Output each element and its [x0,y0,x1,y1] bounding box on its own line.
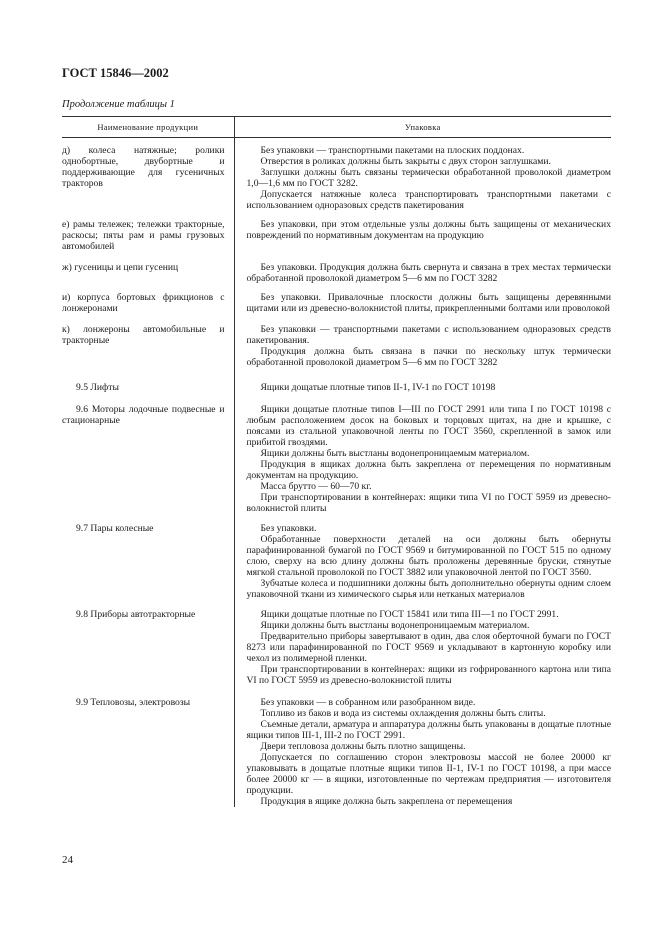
packing-paragraph: Съемные детали, арматура и аппаратура должны быть упакованы в дощатые плотные ящики типов III-1, III-2 по ГОСТ 2991. [246,719,611,741]
packing-text [247,404,612,514]
packing-paragraph: Зубчатые колеса и подшипники должны быть дополнительно обернуты одним слоем упаковочной ткани из химического сырья или нетканых материалов [246,578,611,600]
packing-text [247,523,612,600]
packing-paragraph: Ящики дощатые плотные типов II-1, IV-1 по ГОСТ 10198 [260,382,496,393]
packing-paragraph: Допускается по соглашению сторон электровозы массой не более 20000 кг упаковывать в дощатые плотные ящики типов II-1, IV-1 по ГОСТ 10198, а при массе более 20000 кг — в ящики, изготовленные по чертежам предприятия — изготовителя продукции. [246,752,611,796]
table-header-row [62,117,611,138]
packing-text [247,219,612,241]
packing-paragraph: Без упаковки. [260,523,317,534]
packing-paragraph: Без упаковки — транспортными пакетами на плоских поддонах. [260,145,525,156]
product-name: е) рамы тележек; тележки тракторные, раскосы; пяты рам и рамы грузовых автомобилей [62,219,225,252]
table-row [62,284,611,314]
table-row [62,138,611,212]
page-number: 24 [62,854,73,866]
column-header-product: Наименование продукции [62,117,234,138]
table-row [62,600,611,686]
table-row [62,393,611,514]
packing-paragraph: Двери тепловоза должны быть плотно защищены. [260,741,466,752]
table-row [62,314,611,368]
column-header-packing: Упаковка [234,117,611,138]
product-name: 9.8 Приборы автотракторные [76,609,196,620]
packing-paragraph: При транспортировании в контейнерах: ящики из гофрированного картона или типа VI по ГОСТ 5959 из древесно-волокнистой плиты [246,664,611,686]
packing-paragraph: Без упаковки — транспортными пакетами с использованием одноразовых средств пакетирования. [246,324,611,346]
packing-paragraph: Заглушки должны быть связаны термически обработанной проволокой диаметром 1,0—1,6 мм по ГОСТ 3282. [246,167,611,189]
product-name: д) колеса натяжные; ролики однобортные, двубортные и поддерживающие для гусеничных тракторов [62,145,225,189]
packing-paragraph: Предварительно приборы завертывают в один, два слоя оберточной бумаги по ГОСТ 8273 или парафинированной по ГОСТ 9569 и укладывают в картонную коробку или чехол из полимерной пленки. [246,631,611,664]
packing-paragraph: Ящики должны быть выстланы водонепроницаемым материалом. [260,620,530,631]
packing-paragraph: Без упаковки. Привалочные плоскости должны быть защищены деревянными щитами или из древесно-волокнистой плиты, прикрепленными болтами или проволокой [246,292,611,314]
packing-paragraph: Продукция в ящиках должна быть закреплена от перемещения по нормативным документам на продукцию. [246,459,611,481]
packing-paragraph: Обработанные поверхности деталей на оси должны быть обернуты парафинированной бумагой по ГОСТ 9569 и битумированной по ГОСТ 515 по одному слою, сверху на всю длину должны быть проложены деревянные бруски, стянутые мягкой стальной проволокой по ГОСТ 3882 или упаковочной лентой по ГОСТ 3560. [246,534,611,578]
packing-paragraph: Ящики должны быть выстланы водонепроницаемым материалом. [260,448,530,459]
packing-table [62,116,611,807]
standard-header: ГОСТ 15846—2002 [62,66,169,80]
packing-text [247,324,612,368]
product-name: 9.5 Лифты [76,382,119,393]
table-row [62,514,611,600]
product-name: 9.7 Пары колесные [76,523,154,534]
product-name: ж) гусеницы и цепи гусениц [62,262,179,273]
packing-paragraph: Продукция в ящике должна быть закреплена от перемещения [260,796,513,807]
table-row [62,368,611,393]
table-row [62,211,611,252]
packing-paragraph: Ящики дощатые плотные по ГОСТ 15841 или типа III—1 по ГОСТ 2991. [260,609,559,620]
packing-paragraph: При транспортировании в контейнерах: ящики типа VI по ГОСТ 5959 из древесно-волокнистой плиты [246,492,611,514]
packing-text [247,382,612,393]
packing-text [247,262,612,284]
packing-paragraph: Топливо из баков и вода из системы охлаждения должны быть слиты. [260,708,546,719]
packing-paragraph: Без упаковки, при этом отдельные узлы должны быть защищены от механических повреждений по нормативным документам на продукцию [246,219,611,241]
product-name: к) лонжероны автомобильные и тракторные [62,324,225,346]
packing-paragraph: Без упаковки — в собранном или разобранном виде. [260,697,476,708]
product-name: 9.9 Тепловозы, электровозы [76,697,191,708]
table-continuation-caption: Продолжение таблицы 1 [62,99,175,110]
packing-paragraph: Допускается натяжные колеса транспортировать транспортными пакетами с использованием одноразовых средств пакетирования [246,189,611,211]
packing-paragraph: Продукция должна быть связана в пачки по нескольку штук термически обработанной проволокой диаметром 5—6 мм по ГОСТ 3282 [246,346,611,368]
packing-text [247,145,612,211]
packing-paragraph: Отверстия в роликах должны быть закрыты с двух сторон заглушками. [260,156,551,167]
packing-paragraph: Без упаковки. Продукция должна быть свернута и связана в трех местах термически обработанной проволокой диаметром 5—6 мм по ГОСТ 3282 [246,262,611,284]
packing-text [247,697,612,807]
product-name: 9.6 Моторы лодочные подвесные и стационарные [62,404,225,426]
table-row [62,252,611,284]
product-name: и) корпуса бортовых фрикционов с лонжеронами [62,292,225,314]
packing-paragraph: Ящики дощатые плотные типов I—III по ГОСТ 2991 или типа I по ГОСТ 10198 с любым расположением досок на боковых и торцовых щитах, на дне и крышке, с поясами из стальной упаковочной ленты по ГОСТ 3560, скрепленной в замок или прибитой гвоздями. [246,404,611,448]
packing-text [247,609,612,686]
packing-text [247,292,612,314]
packing-paragraph: Масса брутто — 60—70 кг. [260,481,372,492]
table-row [62,686,611,807]
